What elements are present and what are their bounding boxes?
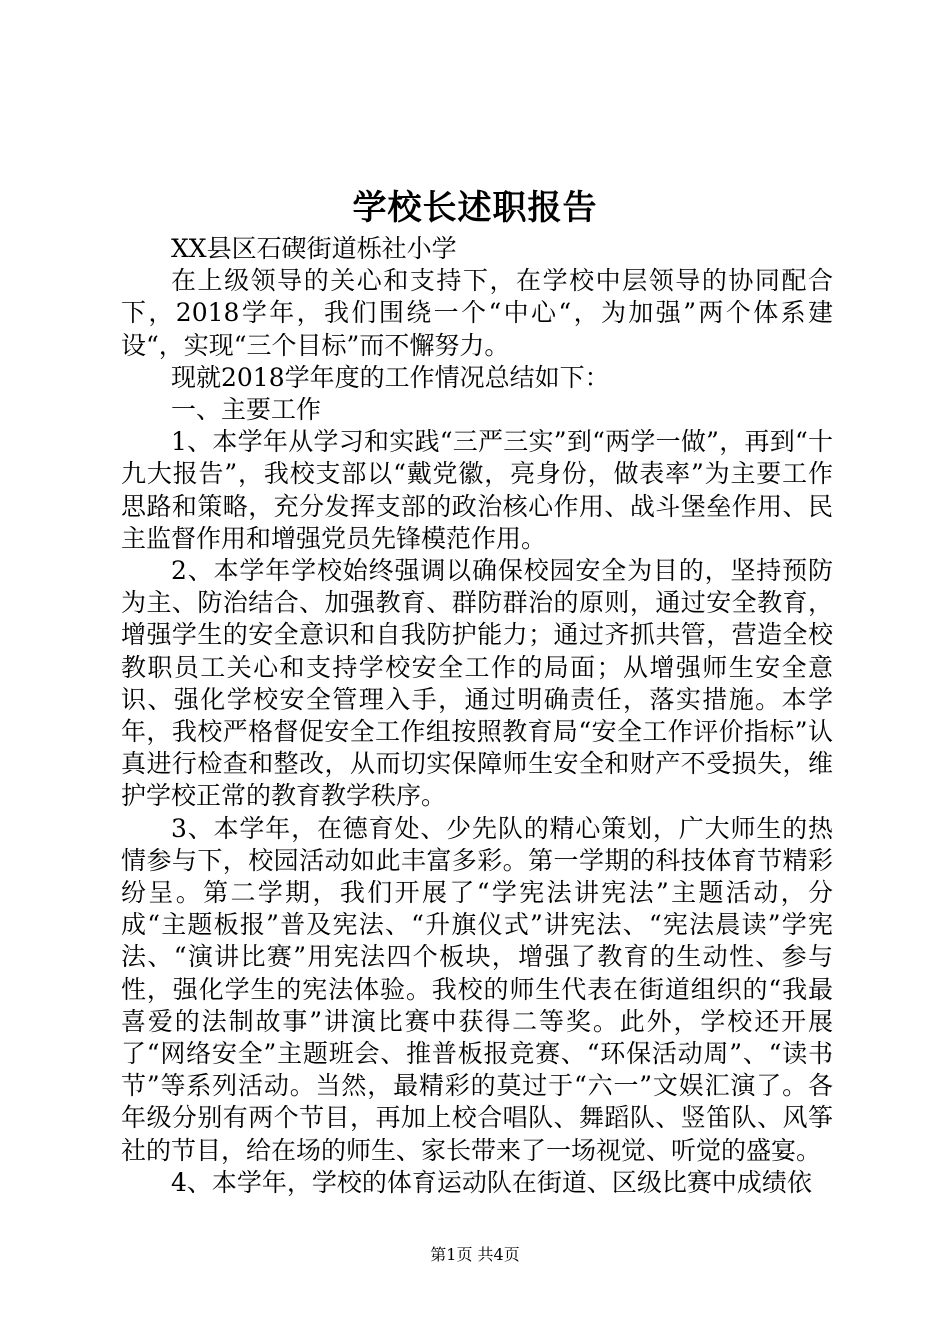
paragraph-item-2: 2、本学年学校始终强调以确保校园安全为目的，坚持预防为主、防治结合、加强教育、群防群治的原则，通过安全教育，增强学生的安全意识和自我防护能力；通过齐抓共管，营造全校教职员工关心和支持学校安全工作的局面；从增强师生安全意识、强化学校安全管理入手，通过明确责任，落实措施。本学年，我校严格督促安全工作组按照教育局“安全工作评价指标”认真进行检查和整改，从而切实保障师生安全和财产不受损失，维护学校正常的教育教学秩序。: [121, 556, 833, 811]
paragraph-item-1: 1、本学年从学习和实践“三严三实”到“两学一做”，再到“十九大报告”，我校支部以“戴党徽，亮身份，做表率”为主要工作思路和策略，充分发挥支部的政治核心作用、战斗堡垒作用、民主监督作用和增强党员先锋模范作用。: [121, 427, 833, 553]
paragraph-item-4: 4、本学年，学校的体育运动队在街道、区级比赛中成绩依: [171, 1167, 812, 1197]
paragraph-intro: 在上级领导的关心和支持下，在学校中层领导的协同配合下，2018学年，我们围绕一个“中心“，为加强”两个体系建设“，实现“三个目标”而不懈努力。: [121, 266, 833, 360]
document-title: 学校长述职报告: [352, 188, 598, 228]
paragraph-item-3: 3、本学年，在德育处、少先队的精心策划，广大师生的热情参与下，校园活动如此丰富多彩。第一学期的科技体育节精彩纷呈。第二学期，我们开展了“学宪法讲宪法”主题活动，分成“主题板报”普及宪法、“升旗仪式”讲宪法、“宪法晨读”学宪法、“演讲比赛”用宪法四个板块，增强了教育的生动性、参与性，强化学生的宪法体验。我校的师生代表在街道组织的“我最喜爱的法制故事”讲演比赛中获得二等奖。此外，学校还开展了“网络安全”主题班会、推普板报竞赛、“环保活动周”、“读书节”等系列活动。当然，最精彩的莫过于“六一”文娱汇演了。各年级分别有两个节目，再加上校合唱队、舞蹈队、竖笛队、风筝社的节目，给在场的师生、家长带来了一场视觉、听觉的盛宴。: [121, 813, 833, 1165]
page-footer: 第1页 共4页: [430, 1245, 520, 1264]
document-body: [121, 233, 833, 1199]
paragraph-summary-lead: 现就2018学年度的工作情况总结如下：: [171, 362, 610, 392]
paragraph-school-name: XX县区石碶街道栎社小学: [171, 234, 457, 263]
section-heading-main-work: 一、主要工作: [171, 395, 322, 425]
